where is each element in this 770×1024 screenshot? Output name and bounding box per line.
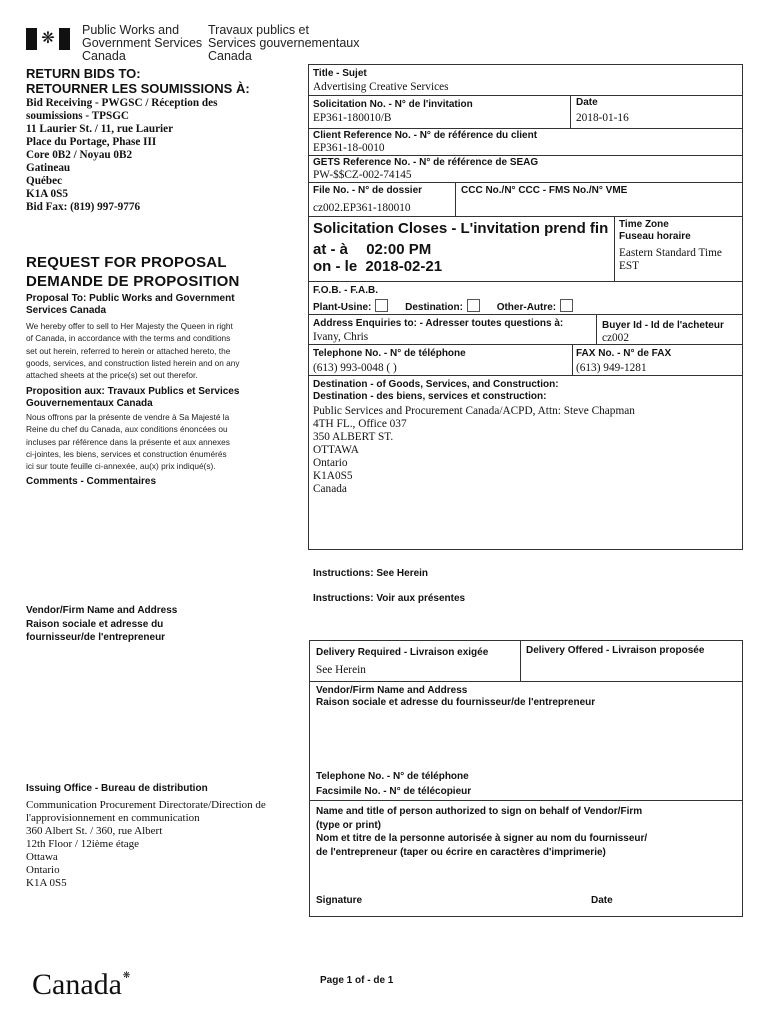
closing-time <box>313 241 431 259</box>
header-fr-line1: Travaux publics et <box>208 23 309 37</box>
authorized-line2: (type or print) <box>316 819 381 831</box>
issuing-line: Ontario <box>26 864 60 876</box>
closing-date <box>313 258 442 276</box>
vendor-name-label <box>316 685 595 709</box>
closing-date-value: 2018-02-21 <box>365 258 443 275</box>
comments-label: Comments - Commentaires <box>26 476 157 487</box>
return-bids-address <box>26 97 217 214</box>
vendor-telephone-label: Telephone No. - N° de téléphone <box>316 771 469 782</box>
proposal-to <box>26 293 235 317</box>
enquiries-value: Ivany, Chris <box>313 331 369 343</box>
header-fr-line3: Canada <box>208 49 252 63</box>
issuing-line: l'approvisionnement en communication <box>26 812 200 824</box>
solicitation-no-label: Solicitation No. - N° de l'invitation <box>313 99 473 110</box>
at-label: at - à <box>313 241 349 258</box>
offer-en-line: goods, services, and construction listed herein and on any <box>26 357 240 368</box>
fax-label: FAX No. - N° de FAX <box>576 348 672 359</box>
issuing-line: Ottawa <box>26 851 58 863</box>
time-zone-label <box>619 219 691 243</box>
plant-usine-checkbox[interactable] <box>375 299 388 312</box>
authorized-line3: Nom et titre de la personne autorisée à signer au nom du fournisseur/ <box>316 833 648 844</box>
on-label: on - le <box>313 258 358 275</box>
address-line: 11 Laurier St. / 11, rue Laurier <box>26 123 174 135</box>
destination-label: Destination: <box>405 302 463 313</box>
instructions-en: Instructions: See Herein <box>313 568 429 579</box>
vendor-facsimile-label: Facsimile No. - N° de télécopieur <box>316 786 472 797</box>
fax-value: (613) 949-1281 <box>576 362 647 374</box>
vendor-name-label-fr: Raison sociale et adresse du fournisseur/de l'entrepreneur <box>316 697 596 708</box>
offer-fr-line: ci-jointes, les biens, services et construction énumérés <box>26 448 227 459</box>
time-zone-value-line2: EST <box>619 260 640 272</box>
address-line: K1A 0S5 <box>26 188 68 200</box>
offer-en-line: set out herein, referred to herein or attached hereto, the <box>26 345 231 356</box>
issuing-line: 360 Albert St. / 360, rue Albert <box>26 825 163 837</box>
destination-line: 4TH FL., Office 037 <box>313 418 407 430</box>
bid-fax: Bid Fax: (819) 997-9776 <box>26 201 141 213</box>
destination-goods-label-fr: Destination - des biens, services et construction: <box>313 391 547 402</box>
client-ref-label: Client Reference No. - N° de référence du client <box>313 130 538 141</box>
page-number: Page 1 of - de 1 <box>320 975 394 986</box>
vendor-left-line1: Vendor/Firm Name and Address <box>26 605 178 616</box>
proposition-line2: Gouvernementaux Canada <box>26 398 153 409</box>
time-zone-value <box>619 247 722 273</box>
header-en-line1: Public Works and <box>82 23 180 37</box>
fob-options <box>313 299 581 314</box>
wordmark-flag-icon: ❋ <box>122 970 131 980</box>
header-fr <box>208 24 359 63</box>
signature-label: Signature <box>316 895 363 906</box>
return-bids-title-en: RETURN BIDS TO: <box>26 66 141 81</box>
canada-flag-icon <box>26 28 70 50</box>
time-zone-label-en: Time Zone <box>619 219 669 230</box>
destination-checkbox[interactable] <box>467 299 480 312</box>
buyer-id-label: Buyer Id - Id de l'acheteur <box>602 320 724 331</box>
issuing-line: Communication Procurement Directorate/Direction de <box>26 799 266 811</box>
date-label: Date <box>576 97 598 108</box>
offer-fr-line: Reine du chef du Canada, aux conditions énoncées ou <box>26 424 228 435</box>
destination-line: Canada <box>313 483 347 495</box>
address-line: Gatineau <box>26 162 71 174</box>
title-label: Title - Sujet <box>313 68 367 79</box>
other-autre-label: Other-Autre: <box>496 302 557 313</box>
rfp-title <box>26 253 240 291</box>
delivery-offered-label: Delivery Offered - Livraison proposée <box>526 645 705 656</box>
enquiries-label: Address Enquiries to: - Adresser toutes questions à: <box>313 318 564 329</box>
authorized-person-field[interactable] <box>316 862 736 892</box>
solicitation-no-value: EP361-180010/B <box>313 112 392 124</box>
destination-line: Public Services and Procurement Canada/ACPD, Attn: Steve Chapman <box>313 405 635 417</box>
offer-fr-line: incluses par référence dans la présente et aux annexes <box>26 436 230 447</box>
destination-goods-label <box>313 379 559 403</box>
proposal-to-line1: Proposal To: Public Works and Government <box>26 293 235 304</box>
proposal-to-line2: Services Canada <box>26 305 107 316</box>
proposition-aux <box>26 386 239 410</box>
header-fr-line2: Services gouvernementaux <box>208 36 360 50</box>
vendor-firm-label-left <box>26 604 177 645</box>
delivery-required-value: See Herein <box>316 664 366 676</box>
return-bids-title-fr: RETOURNER LES SOUMISSIONS À: <box>26 81 250 96</box>
authorized-person-label <box>316 805 647 859</box>
vendor-left-line2: Raison sociale et adresse du <box>26 618 164 630</box>
address-line: Québec <box>26 175 63 187</box>
address-line: Place du Portage, Phase III <box>26 136 157 148</box>
delivery-required-label: Delivery Required - Livraison exigée <box>316 647 489 658</box>
file-no-label: File No. - N° de dossier <box>313 185 423 196</box>
issuing-office-address <box>26 799 266 890</box>
address-line: Bid Receiving - PWGSC / Réception des <box>26 97 218 109</box>
vendor-name-label-en: Vendor/Firm Name and Address <box>316 685 468 696</box>
file-no-value: cz002.EP361-180010 <box>313 202 411 214</box>
destination-line: 350 ALBERT ST. <box>313 431 394 443</box>
offer-fr-line: ici sur toute feuille ci-annexée, au(x) prix indiqué(s). <box>26 461 216 472</box>
address-line: soumissions - TPSGC <box>26 110 129 122</box>
destination-line: OTTAWA <box>313 444 359 456</box>
vendor-left-line3: fournisseur/de l'entrepreneur <box>26 632 166 643</box>
rfp-title-en: REQUEST FOR PROPOSAL <box>26 254 227 271</box>
issuing-office-label: Issuing Office - Bureau de distribution <box>26 783 208 794</box>
instructions-fr: Instructions: Voir aux présentes <box>313 593 466 604</box>
time-zone-value-line1: Eastern Standard Time <box>619 247 722 259</box>
issuing-line: 12th Floor / 12ième étage <box>26 838 140 850</box>
offer-fr-line: Nous offrons par la présente de vendre à Sa Majesté la <box>26 412 230 422</box>
header-en-line3: Canada <box>82 49 126 63</box>
header-en <box>82 24 202 63</box>
offer-text-fr <box>26 411 230 472</box>
authorized-line1: Name and title of person authorized to sign on behalf of Vendor/Firm <box>316 806 643 817</box>
plant-usine-label: Plant-Usine: <box>313 302 372 313</box>
destination-goods-label-en: Destination - of Goods, Services, and Construction: <box>313 379 559 390</box>
title-value: Advertising Creative Services <box>313 81 449 93</box>
authorized-line4: de l'entrepreneur (taper ou écrire en caractères d'imprimerie) <box>316 846 606 858</box>
ccc-no-label: CCC No./N° CCC - FMS No./N° VME <box>461 185 628 196</box>
other-autre-checkbox[interactable] <box>560 299 573 312</box>
date-value: 2018-01-16 <box>576 112 629 124</box>
header-en-line2: Government Services <box>82 36 203 50</box>
rfp-title-fr: DEMANDE DE PROPOSITION <box>26 273 240 290</box>
destination-line: Ontario <box>313 457 348 469</box>
destination-address <box>313 405 635 496</box>
gets-ref-label: GETS Reference No. - N° de référence de SEAG <box>313 157 539 168</box>
gets-ref-value: PW-$$CZ-002-74145 <box>313 169 412 181</box>
destination-line: K1A0S5 <box>313 470 353 482</box>
maple-leaf-icon: ❋ <box>41 30 55 47</box>
vendor-name-field[interactable] <box>316 712 736 764</box>
canada-wordmark: Canada <box>32 968 122 1001</box>
telephone-label: Telephone No. - N° de téléphone <box>313 348 466 359</box>
closing-time-value: 02:00 PM <box>366 241 432 258</box>
issuing-line: K1A 0S5 <box>26 877 67 889</box>
signature-date-label: Date <box>591 895 613 906</box>
client-ref-value: EP361-18-0010 <box>313 142 385 154</box>
return-bids-title <box>26 66 250 96</box>
telephone-value: (613) 993-0048 ( ) <box>313 362 397 374</box>
offer-text-en <box>26 320 240 381</box>
offer-en-line: We hereby offer to sell to Her Majesty the Queen in right <box>26 321 233 331</box>
fob-label: F.O.B. - F.A.B. <box>313 285 378 296</box>
address-line: Core 0B2 / Noyau 0B2 <box>26 149 133 161</box>
proposition-line1: Proposition aux: Travaux Publics et Services <box>26 386 240 397</box>
time-zone-label-fr: Fuseau horaire <box>619 231 691 242</box>
buyer-id-value: cz002 <box>602 332 629 344</box>
offer-en-line: attached sheets at the price(s) set out therefor. <box>26 370 198 381</box>
solicitation-closes-title: Solicitation Closes - L'invitation prend fin <box>313 220 609 237</box>
offer-en-line: of Canada, in accordance with the terms and conditions <box>26 333 231 344</box>
